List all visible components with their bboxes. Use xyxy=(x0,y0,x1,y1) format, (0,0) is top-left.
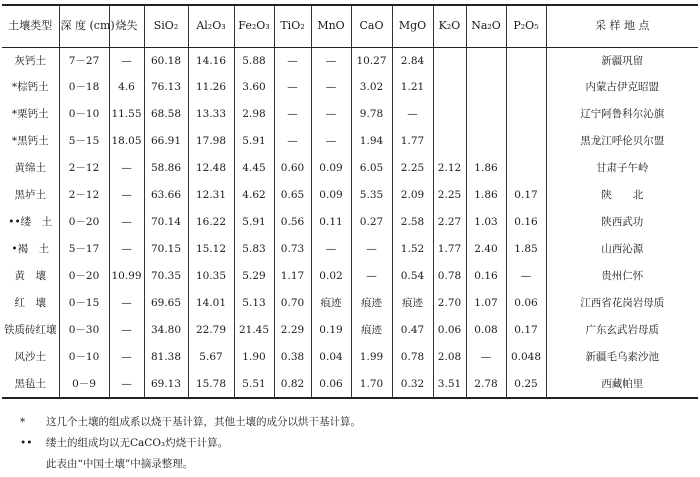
soil-type-cell: *栗钙土 xyxy=(11,108,49,121)
value-cell: — xyxy=(109,344,144,371)
soil-type-cell: ••缕 土 xyxy=(8,216,53,229)
value-cell: 2－12 xyxy=(59,155,109,182)
value-cell: 0－10 xyxy=(59,344,109,371)
value-cell: 15.78 xyxy=(188,371,234,398)
value-cell: 0.09 xyxy=(311,155,351,182)
value-cell: 痕迹 xyxy=(311,290,351,317)
value-cell: 1.86 xyxy=(466,182,506,209)
table-row xyxy=(2,236,698,263)
value-cell: 0.56 xyxy=(274,209,311,236)
value-cell: 2.27 xyxy=(433,209,466,236)
table-header xyxy=(2,5,698,47)
sampling-site-cell: 辽宁阿鲁科尔沁旗 xyxy=(546,101,698,128)
value-cell xyxy=(466,47,506,74)
value-cell: 5.29 xyxy=(234,263,274,290)
value-cell: 0.78 xyxy=(433,263,466,290)
value-cell: 0.06 xyxy=(506,290,546,317)
value-cell: 1.86 xyxy=(466,155,506,182)
value-cell: — xyxy=(109,182,144,209)
value-cell: 0.25 xyxy=(506,371,546,398)
value-cell: 0－10 xyxy=(59,101,109,128)
value-cell: 60.18 xyxy=(144,47,188,74)
value-cell: 0.06 xyxy=(433,317,466,344)
value-cell: 69.65 xyxy=(144,290,188,317)
value-cell: 0.73 xyxy=(274,236,311,263)
table-row xyxy=(2,371,698,398)
value-cell: 0－20 xyxy=(59,209,109,236)
value-cell: 痕迹 xyxy=(392,290,433,317)
value-cell: 69.13 xyxy=(144,371,188,398)
value-cell: 1.77 xyxy=(392,128,433,155)
footnote-2 xyxy=(20,433,680,454)
value-cell: — xyxy=(392,101,433,128)
value-cell: — xyxy=(109,47,144,74)
value-cell: 5.67 xyxy=(188,344,234,371)
soil-type-cell: 黄绵土 xyxy=(14,162,46,175)
value-cell: 0－15 xyxy=(59,290,109,317)
value-cell: 4.45 xyxy=(234,155,274,182)
value-cell: 70.14 xyxy=(144,209,188,236)
value-cell: 1.17 xyxy=(274,263,311,290)
value-cell: 9.78 xyxy=(351,101,392,128)
value-cell: 0.27 xyxy=(351,209,392,236)
table-row xyxy=(2,263,698,290)
table-row xyxy=(2,182,698,209)
soil-type-cell: 黄 壤 xyxy=(14,270,46,283)
value-cell: — xyxy=(466,344,506,371)
value-cell: — xyxy=(274,74,311,101)
value-cell: 0.54 xyxy=(392,263,433,290)
value-cell: 1.03 xyxy=(466,209,506,236)
value-cell: 2.78 xyxy=(466,371,506,398)
value-cell xyxy=(466,74,506,101)
value-cell: 1.52 xyxy=(392,236,433,263)
value-cell xyxy=(433,128,466,155)
value-cell: 5－17 xyxy=(59,236,109,263)
value-cell: 13.33 xyxy=(188,101,234,128)
value-cell: 17.98 xyxy=(188,128,234,155)
column-header: P₂O₅ xyxy=(506,5,546,47)
value-cell: 3.51 xyxy=(433,371,466,398)
value-cell xyxy=(506,101,546,128)
value-cell: 0－18 xyxy=(59,74,109,101)
value-cell xyxy=(433,101,466,128)
header-row xyxy=(2,5,698,47)
footnote-2-mark: •• xyxy=(20,437,33,449)
value-cell: 0.38 xyxy=(274,344,311,371)
value-cell: 2.98 xyxy=(234,101,274,128)
value-cell xyxy=(466,128,506,155)
value-cell: 0－20 xyxy=(59,263,109,290)
soil-type-cell: *黑钙土 xyxy=(11,135,49,148)
soil-type-cell: 灰钙土 xyxy=(14,54,46,67)
value-cell: 0.16 xyxy=(466,263,506,290)
value-cell: — xyxy=(311,74,351,101)
value-cell: 4.62 xyxy=(234,182,274,209)
value-cell: 5.91 xyxy=(234,128,274,155)
value-cell: 0.47 xyxy=(392,317,433,344)
value-cell: 58.86 xyxy=(144,155,188,182)
soil-type-cell: •褐 土 xyxy=(11,243,50,256)
value-cell: 15.12 xyxy=(188,236,234,263)
value-cell: 2.09 xyxy=(392,182,433,209)
value-cell: 7－27 xyxy=(59,47,109,74)
value-cell xyxy=(506,74,546,101)
value-cell: 1.07 xyxy=(466,290,506,317)
column-header: MgO xyxy=(392,5,433,47)
value-cell: 2.58 xyxy=(392,209,433,236)
column-header: TiO₂ xyxy=(274,5,311,47)
value-cell: 5－15 xyxy=(59,128,109,155)
table-row xyxy=(2,101,698,128)
value-cell: 2.70 xyxy=(433,290,466,317)
value-cell: 5.83 xyxy=(234,236,274,263)
value-cell: 16.22 xyxy=(188,209,234,236)
value-cell xyxy=(506,47,546,74)
value-cell: 11.55 xyxy=(109,101,144,128)
value-cell: 1.99 xyxy=(351,344,392,371)
value-cell: 70.15 xyxy=(144,236,188,263)
table-row xyxy=(2,290,698,317)
value-cell: 0.16 xyxy=(506,209,546,236)
value-cell: 0.82 xyxy=(274,371,311,398)
sampling-site-cell: 陕西武功 xyxy=(546,209,698,236)
value-cell: 0.65 xyxy=(274,182,311,209)
sampling-site-cell: 陕 北 xyxy=(546,182,698,209)
column-header: K₂O xyxy=(433,5,466,47)
table-row xyxy=(2,128,698,155)
soil-type-cell: 红 壤 xyxy=(14,297,46,310)
value-cell: 0.06 xyxy=(311,371,351,398)
value-cell: 12.48 xyxy=(188,155,234,182)
value-cell: 0.11 xyxy=(311,209,351,236)
value-cell: 0.32 xyxy=(392,371,433,398)
value-cell: 10.99 xyxy=(109,263,144,290)
value-cell: 0.17 xyxy=(506,182,546,209)
soil-composition-table xyxy=(2,4,698,399)
value-cell xyxy=(506,155,546,182)
value-cell: 0.17 xyxy=(506,317,546,344)
value-cell: 18.05 xyxy=(109,128,144,155)
value-cell: — xyxy=(109,290,144,317)
value-cell: — xyxy=(274,47,311,74)
column-header: 烧失 xyxy=(109,5,144,47)
value-cell: 0－30 xyxy=(59,317,109,344)
value-cell: 2.12 xyxy=(433,155,466,182)
value-cell: 21.45 xyxy=(234,317,274,344)
value-cell: 1.77 xyxy=(433,236,466,263)
value-cell: 12.31 xyxy=(188,182,234,209)
table-row xyxy=(2,317,698,344)
sampling-site-cell: 山西沁源 xyxy=(546,236,698,263)
soil-type-cell: 黑毡土 xyxy=(2,371,59,398)
table-row xyxy=(2,47,698,74)
value-cell: 76.13 xyxy=(144,74,188,101)
soil-type-cell: 铁质砖红壤 xyxy=(4,324,57,337)
value-cell: 2.25 xyxy=(392,155,433,182)
value-cell: 0.04 xyxy=(311,344,351,371)
value-cell: — xyxy=(109,236,144,263)
value-cell: 66.91 xyxy=(144,128,188,155)
value-cell: — xyxy=(351,236,392,263)
column-header: 深 度 (cm) xyxy=(59,5,109,47)
value-cell: — xyxy=(506,263,546,290)
soil-type-cell: *棕钙土 xyxy=(11,81,49,94)
value-cell: 34.80 xyxy=(144,317,188,344)
value-cell: 1.85 xyxy=(506,236,546,263)
value-cell: — xyxy=(274,101,311,128)
table-row xyxy=(2,155,698,182)
value-cell: 63.66 xyxy=(144,182,188,209)
value-cell: 10.35 xyxy=(188,263,234,290)
value-cell: 0－9 xyxy=(59,371,109,398)
value-cell: 2.25 xyxy=(433,182,466,209)
value-cell: 2.29 xyxy=(274,317,311,344)
footnote-1-mark: * xyxy=(20,416,26,428)
sampling-site-cell: 黑龙江呼伦贝尔盟 xyxy=(546,128,698,155)
column-header: Fe₂O₃ xyxy=(234,5,274,47)
column-header: CaO xyxy=(351,5,392,47)
sampling-site-cell: 新疆毛乌素沙池 xyxy=(546,344,698,371)
value-cell: — xyxy=(311,128,351,155)
value-cell: — xyxy=(109,155,144,182)
value-cell: 5.51 xyxy=(234,371,274,398)
value-cell: 22.79 xyxy=(188,317,234,344)
value-cell xyxy=(433,47,466,74)
column-header: 采 样 地 点 xyxy=(546,5,698,47)
sampling-site-cell: 内蒙古伊克昭盟 xyxy=(546,74,698,101)
footnotes xyxy=(20,412,680,475)
sampling-site-cell: 广东玄武岩母质 xyxy=(546,317,698,344)
value-cell: 68.58 xyxy=(144,101,188,128)
value-cell: — xyxy=(109,371,144,398)
footnote-3-text: 此表由“中国土壤”中摘录整理。 xyxy=(46,458,194,470)
value-cell: 2.08 xyxy=(433,344,466,371)
sampling-site-cell: 贵州仁怀 xyxy=(546,263,698,290)
value-cell: 6.05 xyxy=(351,155,392,182)
value-cell: 0.78 xyxy=(392,344,433,371)
table-row xyxy=(2,344,698,371)
value-cell: 2.84 xyxy=(392,47,433,74)
value-cell: — xyxy=(109,209,144,236)
sampling-site-cell: 新疆巩留 xyxy=(546,47,698,74)
soil-type-cell: 风沙土 xyxy=(14,351,46,364)
table-row xyxy=(2,209,698,236)
column-header: Na₂O xyxy=(466,5,506,47)
sampling-site-cell: 江西省花岗岩母质 xyxy=(546,290,698,317)
value-cell: — xyxy=(311,47,351,74)
column-header: MnO xyxy=(311,5,351,47)
value-cell: 2－12 xyxy=(59,182,109,209)
value-cell: 3.02 xyxy=(351,74,392,101)
column-header: 土壤类型 xyxy=(2,5,59,47)
value-cell: — xyxy=(311,101,351,128)
value-cell: 70.35 xyxy=(144,263,188,290)
value-cell: 1.70 xyxy=(351,371,392,398)
value-cell xyxy=(433,74,466,101)
footnote-2-text: 缕土的组成均以无CaCO₃灼烧干计算。 xyxy=(46,437,229,449)
value-cell: 2.40 xyxy=(466,236,506,263)
value-cell: — xyxy=(109,317,144,344)
value-cell: 81.38 xyxy=(144,344,188,371)
value-cell: — xyxy=(351,263,392,290)
value-cell xyxy=(466,101,506,128)
sampling-site-cell: 西藏帕里 xyxy=(546,371,698,398)
value-cell: 0.19 xyxy=(311,317,351,344)
column-header: SiO₂ xyxy=(144,5,188,47)
value-cell: 5.13 xyxy=(234,290,274,317)
value-cell: 4.6 xyxy=(109,74,144,101)
sampling-site-cell: 甘肃子午岭 xyxy=(546,155,698,182)
table-body xyxy=(2,47,698,398)
value-cell: 痕迹 xyxy=(351,290,392,317)
value-cell: — xyxy=(311,236,351,263)
value-cell: 0.08 xyxy=(466,317,506,344)
value-cell: 1.21 xyxy=(392,74,433,101)
value-cell: 3.60 xyxy=(234,74,274,101)
value-cell xyxy=(506,128,546,155)
footnote-3 xyxy=(20,454,680,475)
value-cell: 5.88 xyxy=(234,47,274,74)
value-cell: 1.94 xyxy=(351,128,392,155)
value-cell: 痕迹 xyxy=(351,317,392,344)
value-cell: 0.02 xyxy=(311,263,351,290)
value-cell: 0.60 xyxy=(274,155,311,182)
value-cell: 10.27 xyxy=(351,47,392,74)
column-header: Al₂O₃ xyxy=(188,5,234,47)
value-cell: 1.90 xyxy=(234,344,274,371)
table-row xyxy=(2,74,698,101)
soil-type-cell: 黑垆土 xyxy=(14,189,46,202)
value-cell: 14.16 xyxy=(188,47,234,74)
value-cell: — xyxy=(274,128,311,155)
value-cell: 11.26 xyxy=(188,74,234,101)
footnote-1 xyxy=(20,412,680,433)
value-cell: 5.91 xyxy=(234,209,274,236)
value-cell: 5.35 xyxy=(351,182,392,209)
value-cell: 0.70 xyxy=(274,290,311,317)
footnote-1-text: 这几个土壤的组成系以烧干基计算，其他土壤的成分以烘干基计算。 xyxy=(46,416,361,428)
value-cell: 0.09 xyxy=(311,182,351,209)
value-cell: 0.048 xyxy=(506,344,546,371)
value-cell: 14.01 xyxy=(188,290,234,317)
